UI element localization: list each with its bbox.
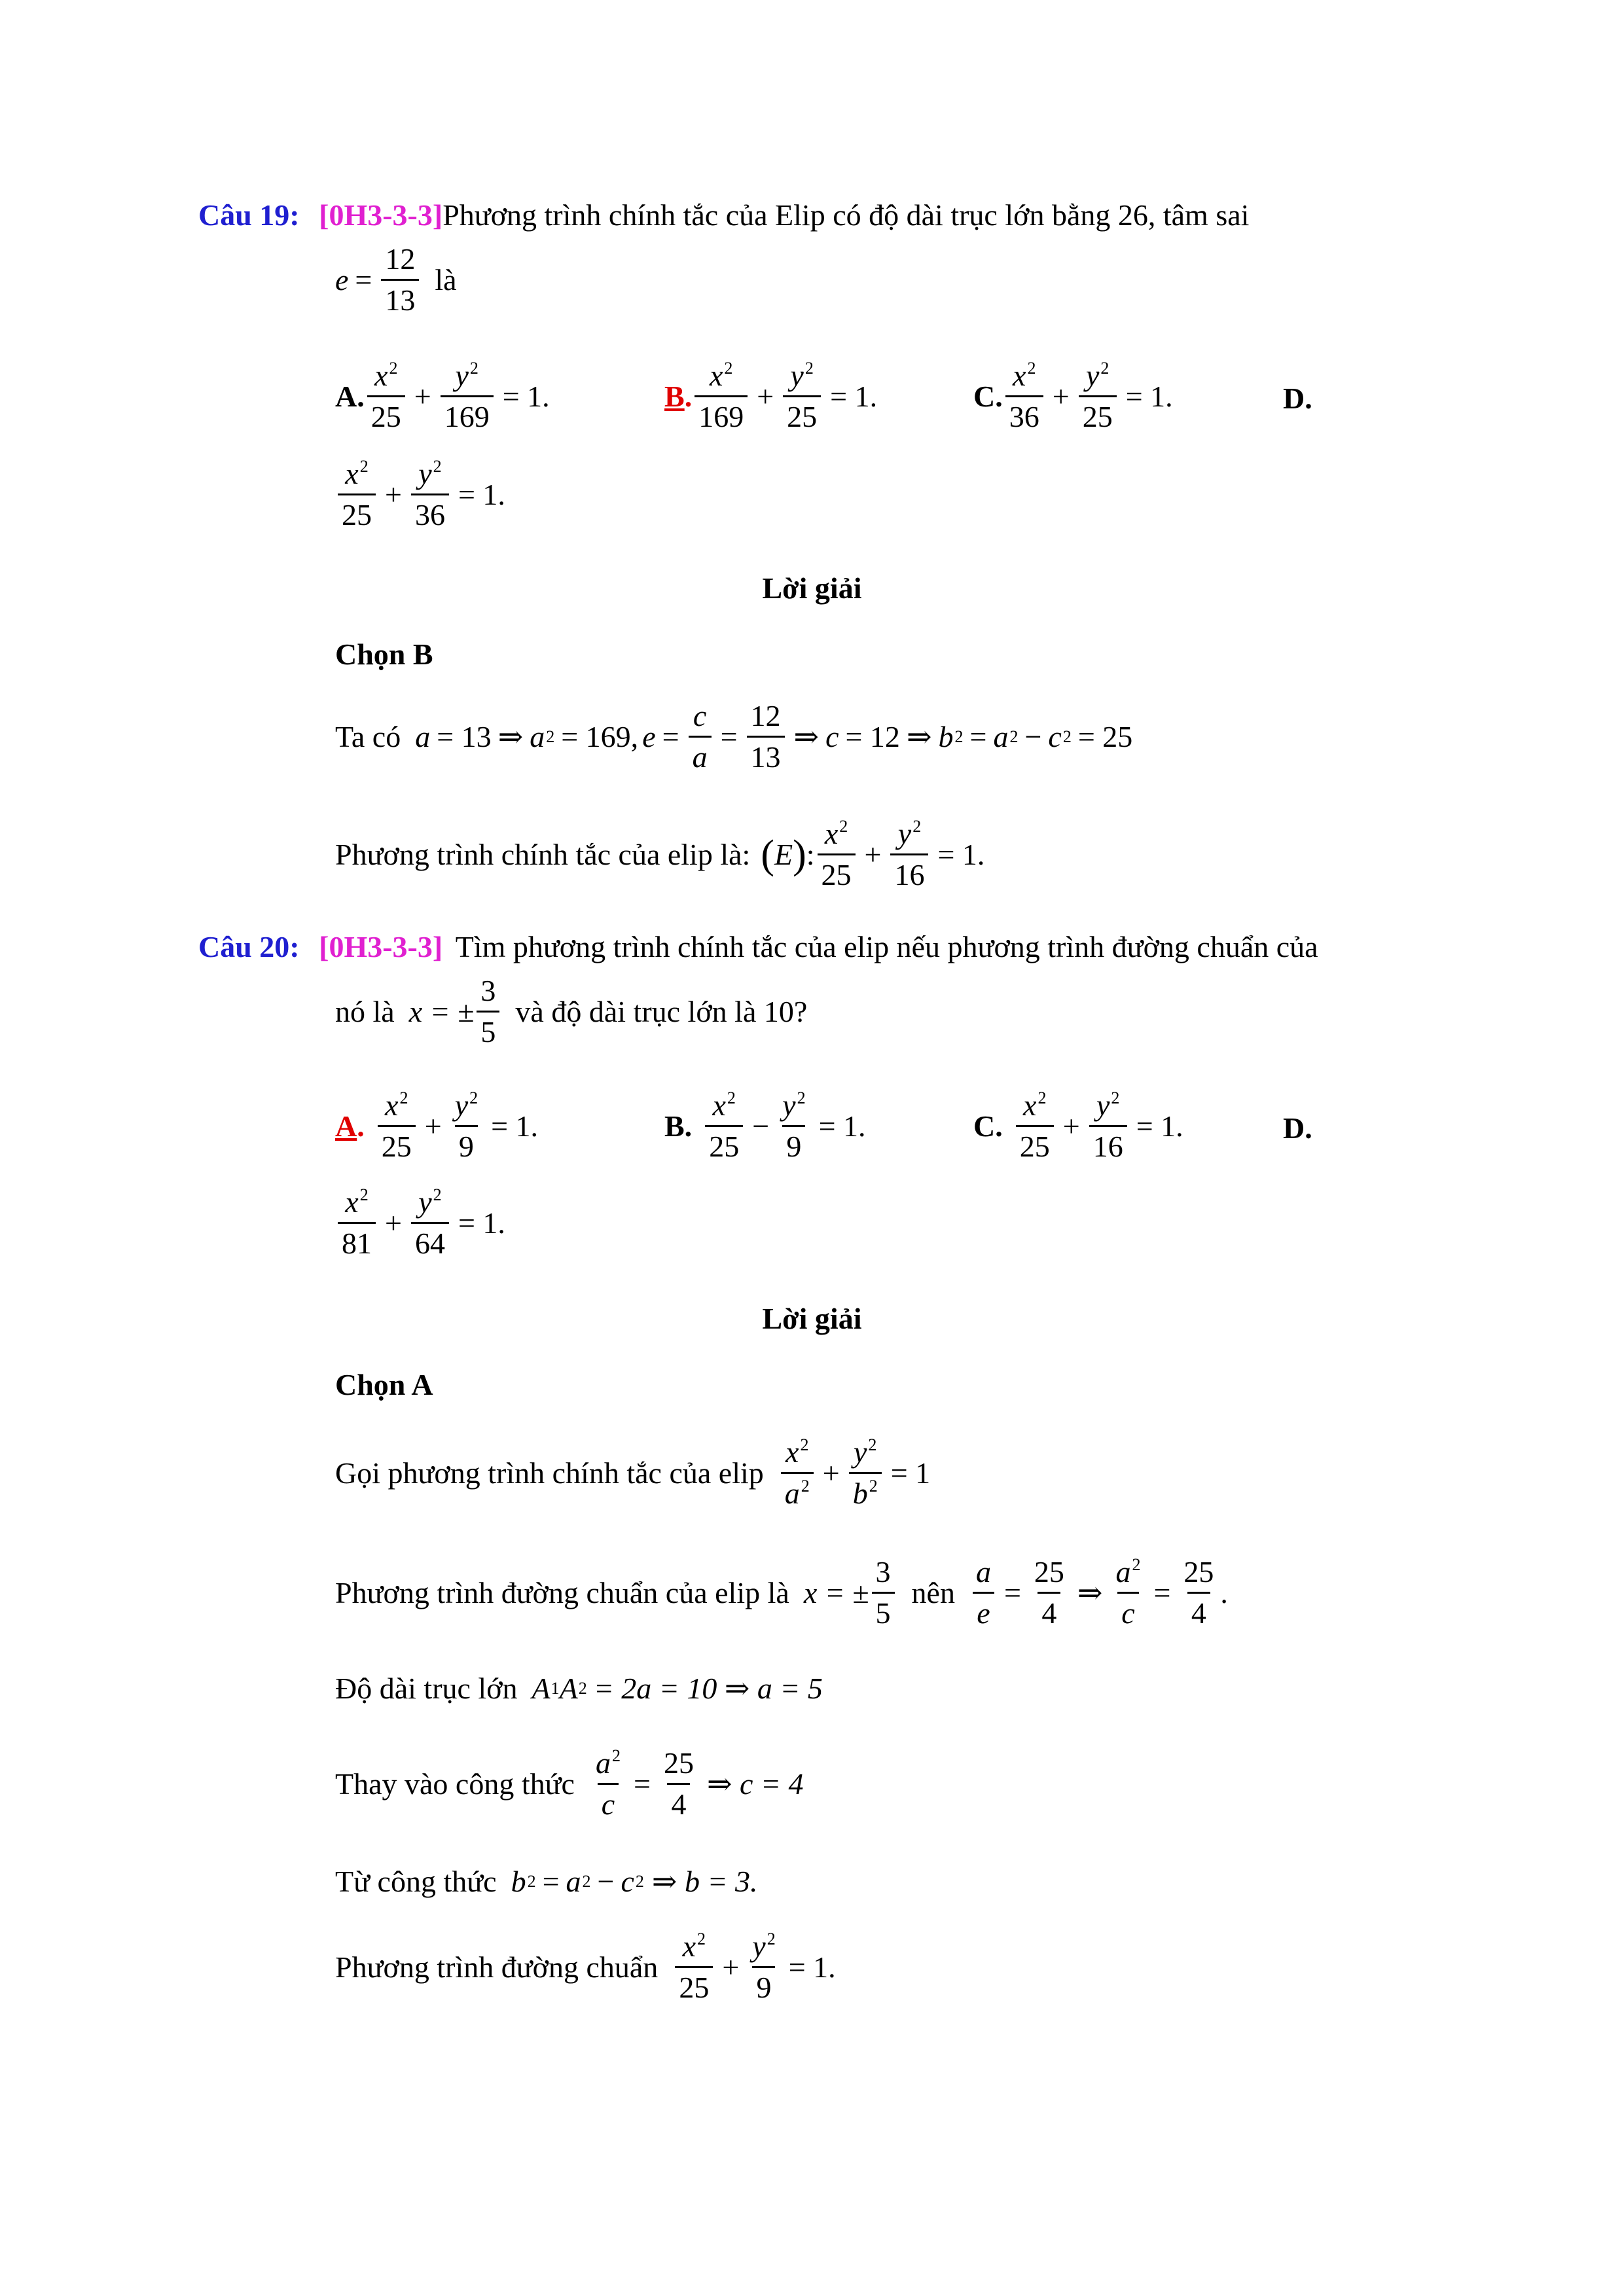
q19-step2: Phương trình chính tắc của elip là: ( E ) : $\frac{x^2}{25}$ + $\frac{y^2}{16}$ = 1.	[335, 817, 985, 892]
q19-option-d[interactable]: $\frac{x^2}{25}$ + $\frac{y^2}{36}$ = 1.	[335, 458, 505, 531]
q20-step2: Phương trình đường chuẩn của elip là x = ± $\frac{3}{5}$ nên $\frac{a}{e}$ = $\frac{25}{4}$ ⇒ $\frac{a^2}{c}$ = $\frac{25}{4}$ .	[335, 1555, 1228, 1630]
q20-choose: Chọn A	[335, 1368, 433, 1401]
q20-option-c[interactable]: C. $\frac{x^2}{25}$ + $\frac{y^2}{16}$ = 1.	[973, 1088, 1183, 1164]
q19-header	[198, 200, 1249, 230]
q20-header	[198, 932, 1318, 962]
q19-solution-title: Lời giải	[762, 571, 862, 605]
q19-step1: Ta có a = 13 ⇒ a 2 = 169, e = $\frac{c}{a}$ = $\frac{12}{13}$ ⇒ c = 12 ⇒ b 2 = a 2 − c 2 = 25	[335, 699, 1133, 774]
q20-step1: Gọi phương trình chính tắc của elip $\frac{x^2}{a^2}$ + $\frac{y^2}{b^2}$ = 1	[335, 1435, 931, 1511]
q20-option-a[interactable]: A . $\frac{x^2}{25}$ + $\frac{y^2}{9}$ = 1.	[335, 1088, 539, 1164]
q19-choose: Chọn B	[335, 637, 433, 671]
q20-step3: Độ dài trục lớn A 1 A 2 = 2a = 10 ⇒ a = 5	[335, 1672, 823, 1705]
q19-correct-marker: B	[664, 379, 685, 413]
q20-text: Tìm phương trình chính tắc của elip nếu phương trình đường chuẩn của	[455, 930, 1318, 963]
q20-step6: Phương trình đường chuẩn $\frac{x^2}{25}$ + $\frac{y^2}{9}$ = 1.	[335, 1929, 836, 2005]
q20-line2: nó là x = ± $\frac{3}{5}$ và độ dài trục lớn là 10?	[335, 974, 808, 1049]
q20-label: Câu 20:	[198, 930, 300, 963]
q19-e-fraction: $\frac{12}{13}$	[381, 243, 419, 317]
q19-option-d-label[interactable]: D.	[1283, 382, 1312, 415]
q20-step5: Từ công thức b 2 = a 2 − c 2 ⇒ b = 3.	[335, 1865, 758, 1898]
q19-tag: [0H3-3-3]	[319, 198, 443, 232]
q19-label: Câu 19:	[198, 198, 300, 232]
q20-option-b[interactable]: B. $\frac{x^2}{25}$ − $\frac{y^2}{9}$ = 1.	[664, 1088, 866, 1164]
q20-option-d[interactable]: $\frac{x^2}{81}$ + $\frac{y^2}{64}$ = 1.	[335, 1187, 505, 1260]
q19-option-b[interactable]: B . $\frac{x^2}{169}$ + $\frac{y^2}{25}$ = 1.	[664, 359, 878, 434]
q19-option-c[interactable]: C. $\frac{x^2}{36}$ + $\frac{y^2}{25}$ = 1.	[973, 359, 1173, 434]
q20-step4: Thay vào công thức $\frac{a^2}{c}$ = $\frac{25}{4}$ ⇒ c = 4	[335, 1746, 804, 1821]
q19-option-a[interactable]: A. $\frac{x^2}{25}$ + $\frac{y^2}{169}$ = 1.	[335, 359, 550, 434]
q20-option-d-label[interactable]: D.	[1283, 1111, 1312, 1145]
q19-eccentricity: e = $\frac{12}{13}$ là	[335, 242, 457, 317]
q19-after-e: là	[435, 262, 457, 296]
q20-tag: [0H3-3-3]	[319, 930, 443, 963]
q20-correct-marker: A	[335, 1109, 357, 1143]
q20-solution-title: Lời giải	[762, 1302, 862, 1335]
q19-e-var: e	[335, 262, 349, 296]
q19-text: Phương trình chính tắc của Elip có độ dài trục lớn bằng 26, tâm sai	[442, 198, 1250, 232]
